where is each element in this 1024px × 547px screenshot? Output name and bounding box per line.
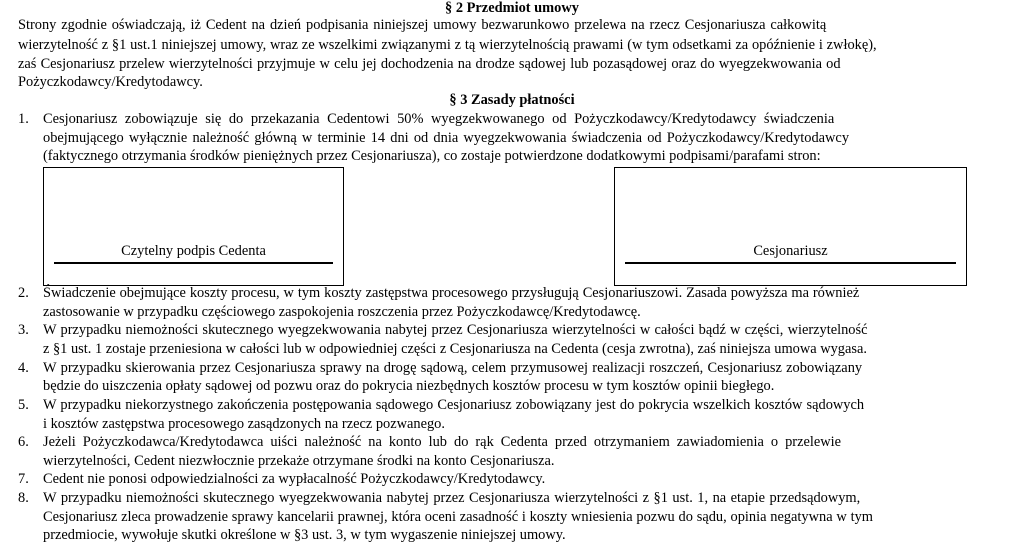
item-text-line: W przypadku niemożności skutecznego wyegzekwowania nabytej przez Cesjonariusza wierzytelności w całości bądź w części, wierzytelność <box>43 322 868 338</box>
item-text-line: Cesjonariusz zobowiązuje się do przekazania Cedentowi 50% wyegzekwowanego od Pożyczkodawcy/Kredytodawcy świadczenia <box>43 111 835 127</box>
cesjonariusz-signature-line <box>625 262 956 264</box>
item-text-line: W przypadku niemożności skutecznego wyegzekwowania nabytej przez Cesjonariusza wierzytelności z §1 ust. 1, na etapie przedsądowym, <box>43 490 861 506</box>
item-text-line: wierzytelności, Cedent niezwłocznie przekaże otrzymane środki na konto Cesjonariusza. <box>43 453 555 469</box>
section-2-line: zaś Cesjonariusz przelew wierzytelności przyjmuje w celu jej dochodzenia na drodze sądowej lub pozasądowej oraz do wyegzekwowania od <box>18 56 841 72</box>
cedent-signature-box[interactable] <box>43 167 344 286</box>
cedent-signature-label: Czytelny podpis Cedenta <box>121 243 266 259</box>
item-text-line: i kosztów zastępstwa procesowego zasądzonych na rzecz pozwanego. <box>43 416 445 432</box>
cesjonariusz-signature-label: Cesjonariusz <box>753 243 828 259</box>
cesjonariusz-signature-box[interactable] <box>614 167 967 286</box>
item-text-line: Cesjonariusz zleca prowadzenie sprawy kancelarii prawnej, która oceni zasadność i koszty wniesienia pozwu do sądu, opinia negatywna w tym <box>43 509 873 525</box>
item-text-line: Cedent nie ponosi odpowiedzialności za wypłacalność Pożyczkodawcy/Kredytodawcy. <box>43 471 546 487</box>
item-number: 3. <box>18 322 29 338</box>
item-text-line: Świadczenie obejmujące koszty procesu, w tym koszty zastępstwa procesowego przysługują Cesjonariuszowi. Zasada powyższa ma również <box>43 285 860 301</box>
section-2-line: Strony zgodnie oświadczają, iż Cedent na dzień podpisania niniejszej umowy bezwarunkowo przelewa na rzecz Cesjonariusza całkowitą <box>18 17 827 33</box>
item-text-line: (faktycznego otrzymania środków pieniężnych przez Cesjonariusza), co zostaje potwierdzone dodatkowymi podpisami/parafami stron: <box>43 148 821 164</box>
item-text-line: W przypadku skierowania przez Cesjonariusza sprawy na drogę sądową, celem przymusowej realizacji roszczeń, Cesjonariusz zobowiązany <box>43 360 863 376</box>
item-text-line: obejmującego wyłącznie należność główną w terminie 14 dni od dnia wyegzekwowania świadczenia od Pożyczkodawcy/Kredytodawcy <box>43 130 850 146</box>
section-2-line: wierzytelność z §1 ust.1 niniejszej umowy, wraz ze wszelkimi związanymi z tą wierzytelnością prawami (w tym odsetkami za opóźnienie i zwłokę), <box>18 37 877 53</box>
item-number: 1. <box>18 111 29 127</box>
item-text-line: zastosowanie w przypadku częściowego zaspokojenia roszczenia przez Pożyczkodawcę/Kredytodawcę. <box>43 304 641 320</box>
item-number: 6. <box>18 434 29 450</box>
item-text-line: przedmiocie, wywołuje skutki określone w §3 ust. 3, w tym wygaszenie niniejszej umowy. <box>43 527 566 543</box>
item-number: 8. <box>18 490 29 506</box>
item-number: 4. <box>18 360 29 376</box>
item-text-line: z §1 ust. 1 zostaje przeniesiona w całości lub w odpowiedniej części z Cesjonariusza na Cedenta (cesja zwrotna), zaś niniejsza umowa wygasa. <box>43 341 867 357</box>
section-2-line: Pożyczkodawcy/Kredytodawcy. <box>18 74 203 90</box>
section-2-heading: § 2 Przedmiot umowy <box>445 0 579 16</box>
item-number: 2. <box>18 285 29 301</box>
item-number: 5. <box>18 397 29 413</box>
cedent-signature-line <box>54 262 333 264</box>
item-text-line: będzie do uiszczenia opłaty sądowej od pozwu oraz do pokrycia niezbędnych kosztów procesu w tym kosztów opinii biegłego. <box>43 378 775 394</box>
item-text-line: Jeżeli Pożyczkodawca/Kredytodawca uiści należność na konto lub do rąk Cedenta przed otrzymaniem zawiadomienia o przelewie <box>43 434 842 450</box>
section-3-heading: § 3 Zasady płatności <box>449 92 575 108</box>
item-number: 7. <box>18 471 29 487</box>
item-text-line: W przypadku niekorzystnego zakończenia postępowania sądowego Cesjonariusz zobowiązany jest do pokrycia wszelkich kosztów sądowych <box>43 397 865 413</box>
